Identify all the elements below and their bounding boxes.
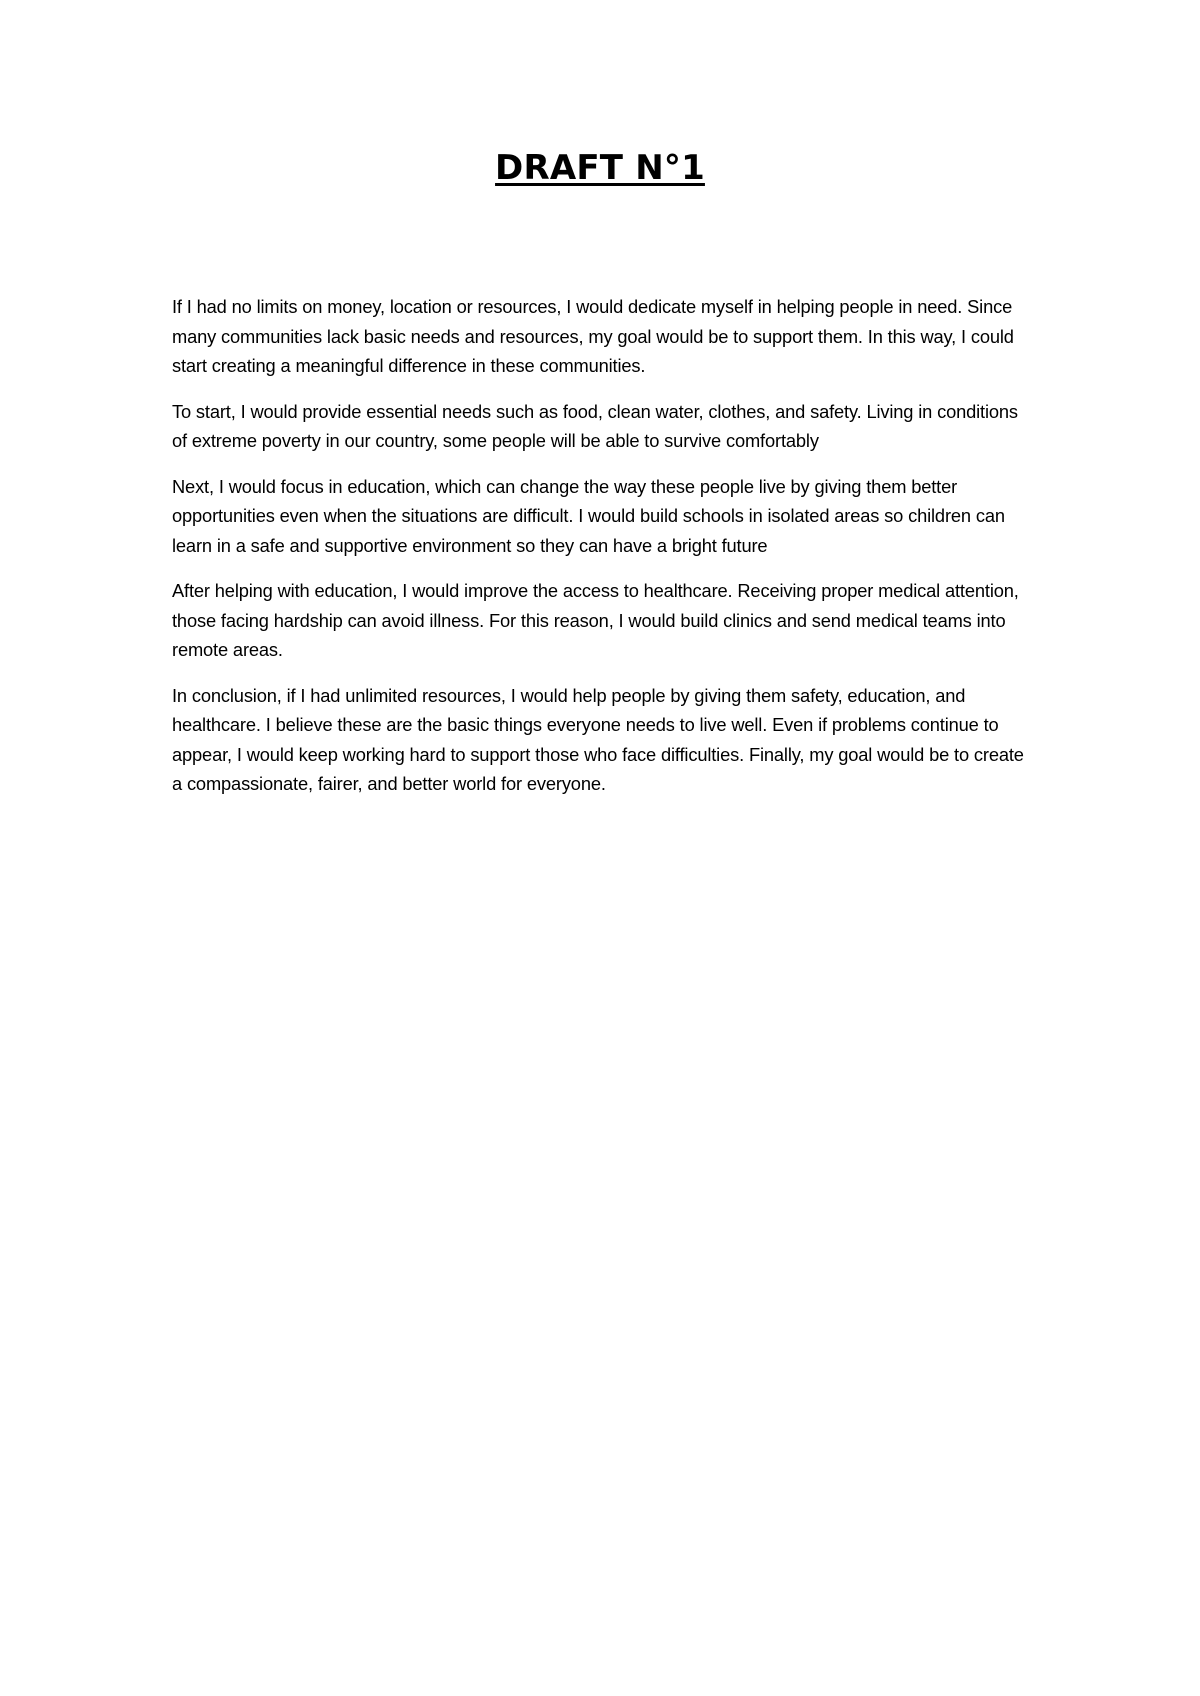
document-body [172,292,1030,815]
paragraph-healthcare: After helping with education, I would improve the access to healthcare. Receiving proper medical attention, those facing hardship can avoid illness. For this reason, I would build clinics and send medical teams into remote areas. [172,580,1019,660]
paragraph-education: Next, I would focus in education, which can change the way these people live by giving them better opportunities even when the situations are difficult. I would build schools in isolated areas so children can learn in a safe and supportive environment so they can have a bright future [172,475,1005,556]
paragraph-introduction: If I had no limits on money, location or resources, I would dedicate myself in helping people in need. Since many communities lack basic needs and resources, my goal would be to support them. In this way, I could start creating a meaningful difference in these communities. [172,296,1014,376]
paragraph-essential-needs: To start, I would provide essential needs such as food, clean water, clothes, and safety. Living in conditions of extreme poverty in our country, some people will be able to survive comfortably [172,400,1018,451]
paragraph-conclusion: In conclusion, if I had unlimited resources, I would help people by giving them safety, education, and healthcare. I believe these are the basic things everyone needs to live well. Even if problems continue to appear, I would keep working hard to support those who face difficulties. Finally, my goal would be to create a compassionate, fairer, and better world for everyone. [172,684,1024,794]
document-title: DRAFT N°1 [495,148,705,188]
